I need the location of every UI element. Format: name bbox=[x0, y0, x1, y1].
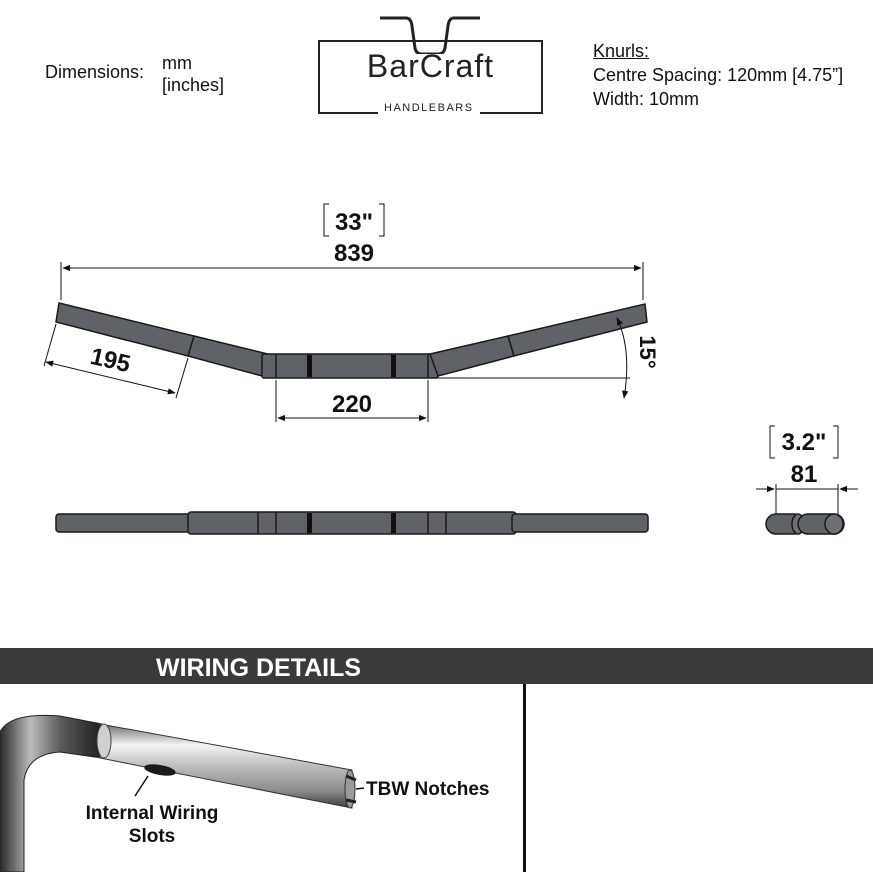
rise-dimension bbox=[756, 426, 858, 514]
center-width-label: 220 bbox=[331, 391, 373, 418]
wiring-details-header bbox=[0, 648, 873, 684]
dimensions-label: Dimensions: bbox=[45, 62, 145, 82]
tbw-notches-label: TBW Notches bbox=[366, 779, 490, 800]
knurls-width: Width: 10mm bbox=[593, 89, 700, 109]
internal-wiring-line2: Slots bbox=[128, 826, 176, 847]
end-length-label: 195 bbox=[87, 342, 133, 379]
internal-wiring-label bbox=[70, 802, 234, 848]
overall-mm-label: 839 bbox=[333, 240, 375, 267]
rise-inches-label: 3.2" bbox=[781, 429, 827, 456]
chrome-handlebar-detail bbox=[0, 715, 364, 872]
center-width-dimension bbox=[276, 380, 428, 422]
wiring-details-title: WIRING DETAILS bbox=[156, 654, 362, 682]
knurls-spacing: Centre Spacing: 120mm [4.75”] bbox=[593, 65, 844, 85]
knurls-title: Knurls: bbox=[593, 41, 650, 61]
rise-mm-label: 81 bbox=[790, 461, 818, 488]
overall-width-dimension bbox=[61, 204, 643, 300]
overall-inches-label: 33" bbox=[334, 209, 374, 236]
handlebar-side-view bbox=[766, 514, 844, 534]
wiring-divider bbox=[523, 684, 526, 872]
brand-subtitle: HANDLEBARS bbox=[378, 102, 480, 114]
units-inches: [inches] bbox=[162, 75, 225, 95]
handlebar-top-view bbox=[56, 303, 647, 378]
brand-name: BarCraft bbox=[366, 48, 495, 84]
handlebar-front-view bbox=[56, 512, 648, 534]
internal-wiring-line1: Internal Wiring bbox=[85, 803, 219, 824]
units-mm: mm bbox=[162, 53, 192, 73]
angle-label: 15° bbox=[635, 335, 660, 369]
